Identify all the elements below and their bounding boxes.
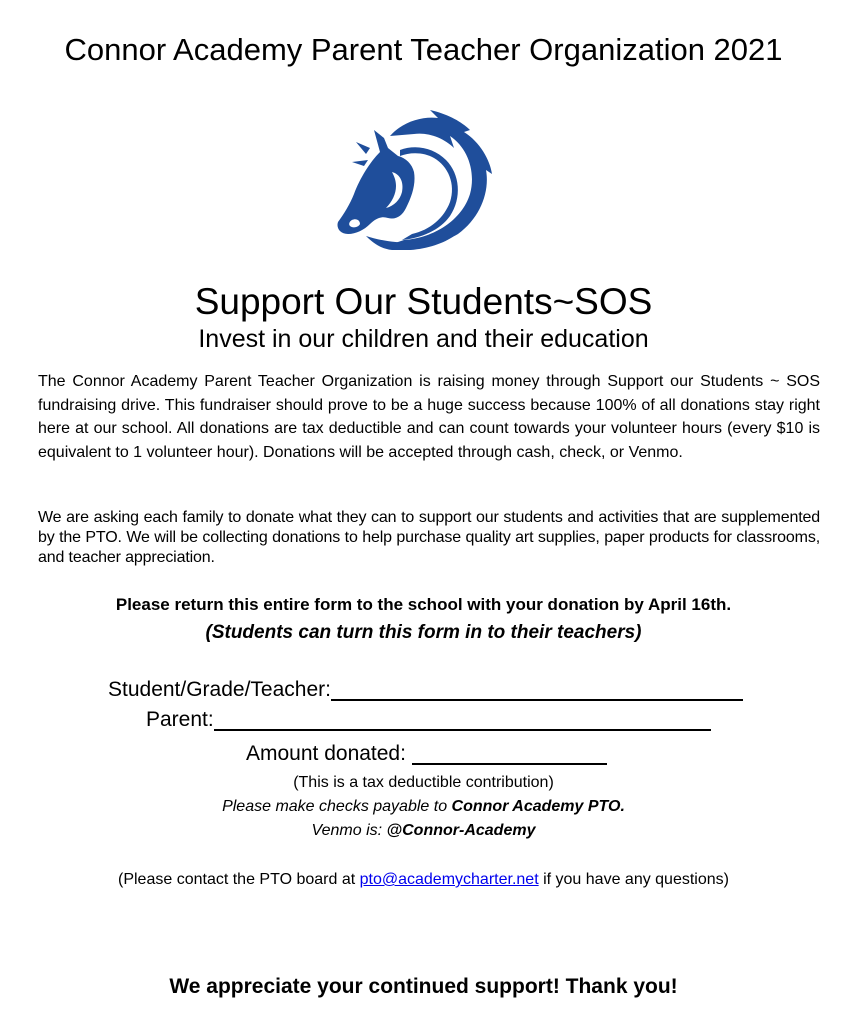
student-grade-teacher-label: Student/Grade/Teacher:: [108, 678, 331, 701]
amount-donated-field[interactable]: [246, 740, 607, 768]
thank-you-message: We appreciate your continued support! Thank you!: [169, 975, 678, 998]
venmo-note: [0, 820, 847, 842]
venmo-prefix: Venmo is:: [311, 822, 387, 839]
checks-payee: Connor Academy PTO.: [451, 798, 625, 815]
amount-donated-blank[interactable]: [412, 741, 607, 765]
parent-field[interactable]: [146, 706, 711, 734]
sub-heading: Invest in our children and their education: [198, 325, 649, 353]
contact-note: [0, 869, 847, 891]
students-note: (Students can turn this form in to their teachers): [205, 622, 642, 643]
document-title: Connor Academy Parent Teacher Organization 2021: [64, 32, 783, 67]
parent-blank[interactable]: [214, 707, 711, 731]
return-notice: Please return this entire form to the school with your donation by April 16th.: [115, 595, 732, 614]
contact-suffix: if you have any questions): [538, 871, 729, 888]
amount-donated-label: Amount donated:: [246, 742, 406, 765]
student-grade-teacher-blank[interactable]: [331, 677, 743, 701]
parent-label: Parent:: [146, 708, 214, 731]
checks-payable-note: [0, 796, 847, 818]
main-heading: Support Our Students~SOS: [194, 281, 653, 322]
horse-head-mascot-icon: [330, 108, 502, 250]
intro-paragraph: The Connor Academy Parent Teacher Organization is raising money through Support our Students ~ SOS fundraising drive. This fundraiser should prove to be a huge success because 100% of all donations stay right here at our school. All donations are tax deductible and can count towards your volunteer hours (every $10 is equivalent to 1 volunteer hour). Donations will be accepted through cash, check, or Venmo.: [38, 373, 820, 461]
contact-prefix: (Please contact the PTO board at: [118, 871, 360, 888]
pto-email-link[interactable]: pto@academycharter.net: [359, 871, 539, 888]
venmo-handle: @Connor-Academy: [386, 822, 536, 839]
student-grade-teacher-field[interactable]: [108, 676, 743, 704]
checks-payable-prefix: Please make checks payable to: [222, 798, 452, 815]
tax-deductible-note: (This is a tax deductible contribution): [293, 774, 554, 791]
request-paragraph: We are asking each family to donate what they can to support our students and activities that are supplemented by the PTO. We will be collecting donations to help purchase quality art supplies, paper products for classrooms, and teacher appreciation.: [38, 509, 820, 566]
